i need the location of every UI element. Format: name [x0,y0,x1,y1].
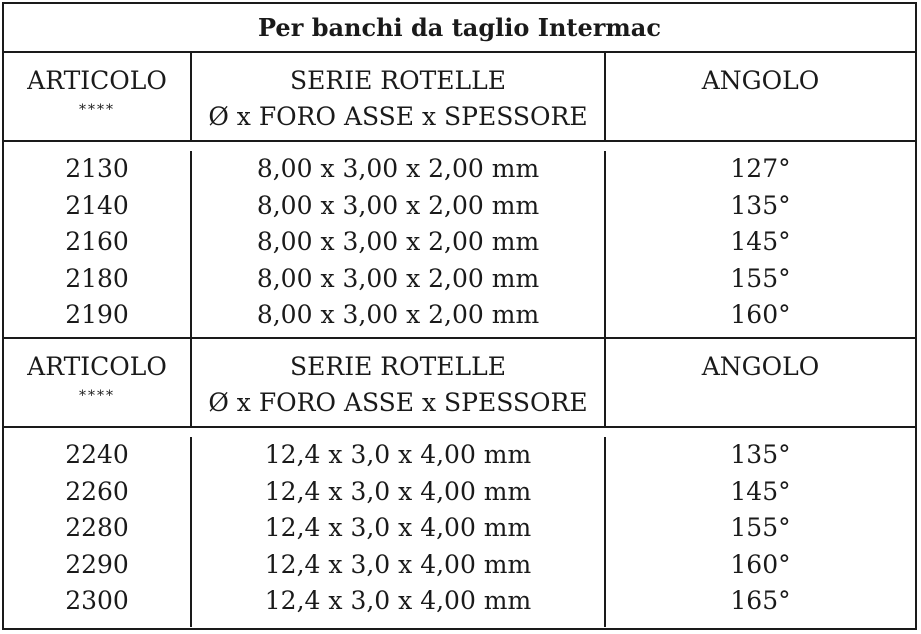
header-angolo [606,53,915,140]
cell-angolo: 165° [730,586,791,615]
table-title: Per banchi da taglio Intermac [4,4,915,53]
header-articolo-label: ARTICOLO [27,352,167,381]
column-angolo [606,437,915,627]
cell-articolo: 2130 [65,154,129,183]
cell-serie: 12,4 x 3,0 x 4,00 mm [264,586,532,615]
column-serie [192,437,606,627]
header-serie [192,53,606,140]
column-articolo [4,437,192,627]
cell-articolo: 2240 [65,440,129,469]
body-rows [4,142,915,339]
cell-angolo: 135° [730,190,791,220]
cell-serie: 12,4 x 3,0 x 4,00 mm [264,476,532,506]
column-serie [192,151,606,337]
cell-articolo: 2190 [65,300,129,329]
cell-articolo: 2260 [65,476,129,506]
header-serie-line1: SERIE ROTELLE [290,66,506,95]
header-row [4,53,915,142]
cell-angolo: 155° [730,263,791,293]
header-angolo-label: ANGOLO [701,352,820,381]
body-rows [4,428,915,627]
cell-articolo: 2300 [65,586,129,615]
header-serie [192,339,606,426]
table-section-1 [4,53,915,339]
cell-angolo: 135° [730,440,791,469]
cell-serie: 8,00 x 3,00 x 2,00 mm [256,190,540,220]
cell-angolo: 160° [730,300,791,329]
header-angolo [606,339,915,426]
cell-articolo: 2280 [65,513,129,542]
cell-angolo: 145° [730,227,791,256]
cell-articolo: 2160 [65,227,129,256]
header-row [4,339,915,428]
header-articolo [4,339,192,426]
cell-articolo: 2180 [65,263,129,293]
cell-articolo: 2140 [65,190,129,220]
header-serie-line1: SERIE ROTELLE [290,352,506,381]
column-articolo [4,151,192,337]
column-angolo [606,151,915,337]
cell-angolo: 160° [730,549,791,579]
cell-angolo: 155° [730,513,791,542]
cell-angolo: 145° [730,476,791,506]
header-serie-line2: Ø x FORO ASSE x SPESSORE [208,102,588,131]
cell-serie: 12,4 x 3,0 x 4,00 mm [264,549,532,579]
header-articolo [4,53,192,140]
cell-serie: 8,00 x 3,00 x 2,00 mm [256,263,540,293]
header-serie-line2: Ø x FORO ASSE x SPESSORE [208,388,588,417]
cell-angolo: 127° [730,154,791,183]
product-table [2,2,917,630]
table-section-2 [4,339,915,627]
header-articolo-stars: **** [79,388,115,404]
cell-serie: 8,00 x 3,00 x 2,00 mm [256,227,540,256]
header-angolo-label: ANGOLO [701,66,820,95]
cell-serie: 8,00 x 3,00 x 2,00 mm [256,154,540,183]
cell-articolo: 2290 [65,549,129,579]
cell-serie: 12,4 x 3,0 x 4,00 mm [264,513,532,542]
cell-serie: 12,4 x 3,0 x 4,00 mm [264,440,532,469]
header-articolo-label: ARTICOLO [27,66,167,95]
cell-serie: 8,00 x 3,00 x 2,00 mm [256,300,540,329]
header-articolo-stars: **** [79,102,115,118]
